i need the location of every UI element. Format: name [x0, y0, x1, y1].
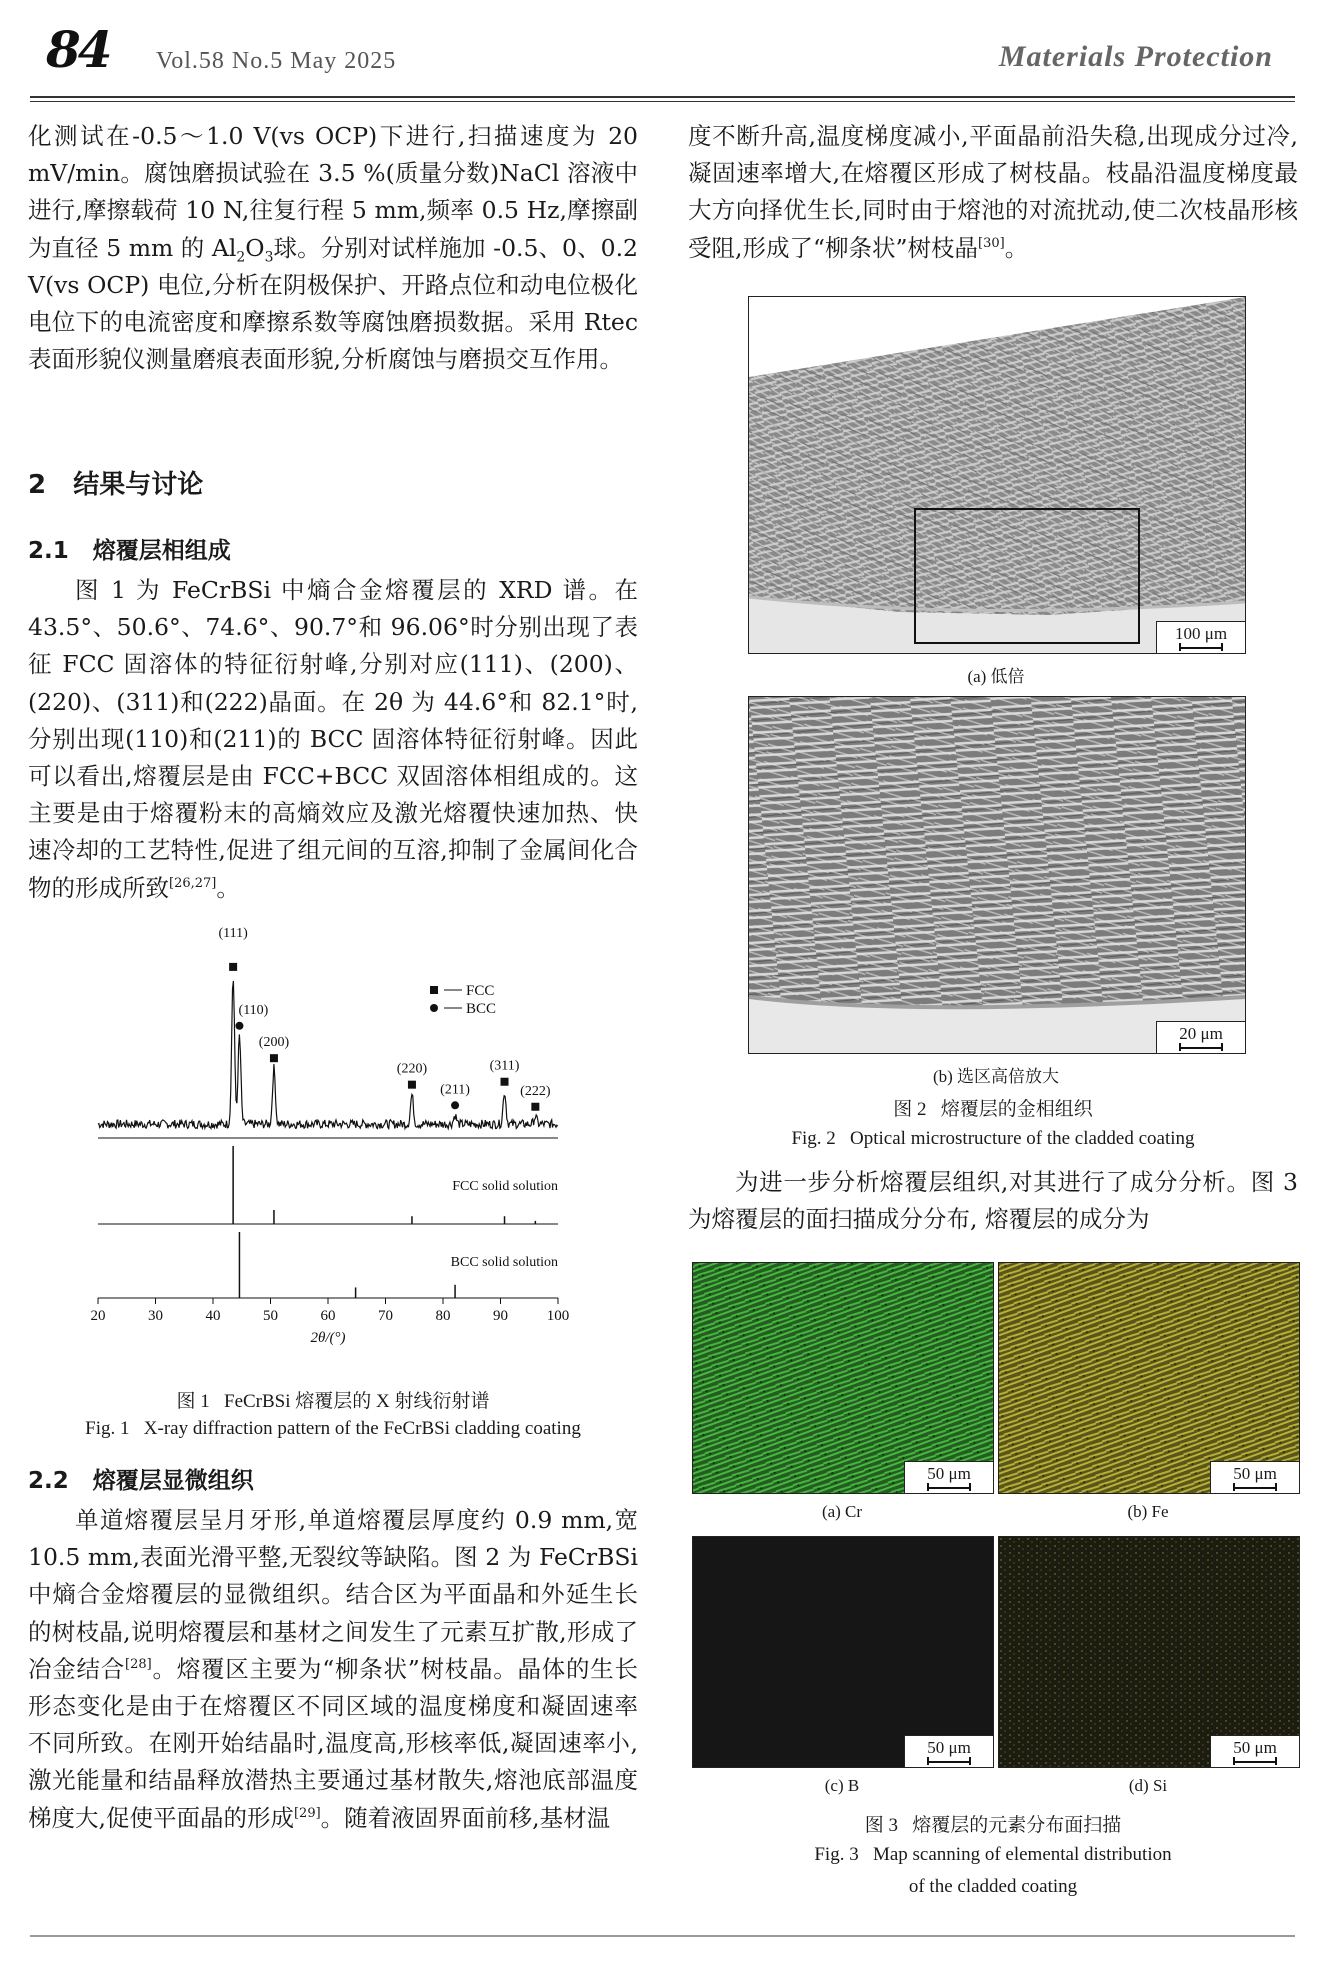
- volume-info: Vol.58 No.5 May 2025: [156, 48, 397, 74]
- section-heading-2-1: 2.1 熔覆层相组成: [28, 538, 231, 564]
- fig3c-caption: (c) B: [824, 1776, 860, 1795]
- peak-label: (311): [489, 1058, 520, 1074]
- fcc-marker: [501, 1078, 509, 1086]
- scale-label: 50 μm: [1233, 1464, 1277, 1483]
- scale-label: 50 μm: [927, 1464, 971, 1483]
- right-column-mid: [688, 1164, 1298, 1238]
- fig3a-caption: (a) Cr: [821, 1502, 863, 1521]
- x-tick-label: 30: [148, 1308, 163, 1324]
- x-axis-label: 2θ/(°): [310, 1330, 346, 1346]
- reference-label: FCC solid solution: [452, 1179, 558, 1194]
- fig2-caption-en: Fig. 2 Optical microstructure of the cladded coating: [791, 1128, 1195, 1149]
- paragraph-methods: 化测试在-0.5～1.0 V(vs OCP)下进行,扫描速度为 20 mV/min。腐蚀磨损试验在 3.5 %(质量分数)NaCl 溶液中进行,摩擦载荷 10 N,往复行程 5 mm,频率 0.5 Hz,摩擦副为直径 5 mm 的 $Al_2O_3$球。分别对试样施加 -0.5、0、0.2 V(vs OCP) 电位,分析在阴极保护、开路点位和动电位极化电位下的电流密度和摩擦系数等腐蚀磨损数据。采用 Rtec 表面形貌仪测量磨痕表面形貌,分析腐蚀与磨损交互作用。: [28, 122, 639, 374]
- bcc-marker: [235, 1022, 243, 1030]
- paragraph-microstructure: 单道熔覆层呈月牙形,单道熔覆层厚度约 0.9 mm,宽 10.5 mm,表面光滑平整,无裂纹等缺陷。图 2 为 FeCrBSi 中熵合金熔覆层的显微组织。结合区为平面晶和外延生长的树枝晶,说明熔覆层和基材之间发生了元素互扩散,形成了冶金结合[28]。熔覆区主要为“柳条状”树枝晶。晶体的生长形态变化是由于在熔覆区不同区域的温度梯度和凝固速率不同所致。在刚开始结晶时,温度高,形核率低,凝固速率小,激光能量和结晶释放潜热主要通过基材散失,熔池底部温度梯度大,促使平面晶的形成[29]。随着液固界面前移,基材温: [28, 1506, 639, 1832]
- scale-bar-50um: [904, 1735, 993, 1767]
- peak-label: (111): [218, 925, 248, 941]
- micrograph-low-mag: [748, 296, 1246, 654]
- header-rule: [30, 96, 1295, 98]
- bcc-marker: [451, 1101, 459, 1109]
- scale-label: 20 μm: [1179, 1024, 1223, 1043]
- scale-label: 50 μm: [1233, 1738, 1277, 1757]
- section-heading-2-2: 2.2 熔覆层显微组织: [28, 1468, 254, 1494]
- x-tick-label: 60: [320, 1308, 336, 1324]
- header-rule-thin: [30, 101, 1295, 102]
- peak-label: (211): [440, 1082, 470, 1098]
- scale-bar-50um: [1210, 1461, 1299, 1493]
- x-tick-label: 50: [263, 1308, 278, 1324]
- fig2a-caption: (a) 低倍: [967, 667, 1025, 686]
- paragraph-composition: 为进一步分析熔覆层组织,对其进行了成分分析。图 3 为熔覆层的面扫描成分分布, 熔覆层的成分为: [688, 1168, 1298, 1234]
- eds-map-b: [692, 1536, 994, 1768]
- legend-label: BCC: [466, 1001, 497, 1017]
- peak-label: (220): [396, 1061, 428, 1077]
- left-column-xrd-text: [28, 572, 638, 907]
- footer-rule: [30, 1935, 1295, 1937]
- peak-label: (110): [238, 1002, 269, 1018]
- fcc-marker: [270, 1054, 278, 1062]
- fig3-caption-en-2: of the cladded coating: [908, 1876, 1078, 1897]
- right-column-top: [688, 118, 1298, 267]
- x-tick-label: 70: [378, 1308, 393, 1324]
- fig1-caption-cn: 图 1 FeCrBSi 熔覆层的 X 射线衍射谱: [176, 1391, 490, 1412]
- legend-bcc-marker: [430, 1004, 438, 1012]
- scale-bar-100um: [1156, 621, 1245, 653]
- page-number: 84: [46, 20, 110, 79]
- fig3d-caption: (d) Si: [1128, 1776, 1168, 1795]
- x-tick-label: 20: [90, 1308, 106, 1324]
- scale-label: 50 μm: [927, 1738, 971, 1757]
- scale-bar-50um: [904, 1461, 993, 1493]
- fig3-caption-cn: 图 3 熔覆层的元素分布面扫描: [864, 1815, 1122, 1836]
- x-tick-label: 100: [546, 1308, 570, 1324]
- eds-map-fe: [998, 1262, 1300, 1494]
- journal-title: Materials Protection: [998, 40, 1273, 73]
- left-column-top: [28, 118, 638, 378]
- xrd-chart: [60, 925, 580, 1350]
- fcc-marker: [531, 1103, 539, 1111]
- left-column-micro-text: [28, 1502, 638, 1837]
- legend-label: FCC: [466, 983, 495, 999]
- fig1-caption-en: Fig. 1 X-ray diffraction pattern of the FeCrBSi cladding coating: [85, 1418, 581, 1439]
- scale-bar-50um: [1210, 1735, 1299, 1767]
- fcc-marker: [229, 963, 237, 971]
- reference-label: BCC solid solution: [450, 1255, 558, 1270]
- micrograph-high-mag: [748, 696, 1246, 1054]
- fig2-caption-cn: 图 2 熔覆层的金相组织: [893, 1099, 1093, 1120]
- paragraph-dendrite: 度不断升高,温度梯度减小,平面晶前沿失稳,出现成分过冷,凝固速率增大,在熔覆区形成了树枝晶。枝晶沿温度梯度最大方向择优生长,同时由于熔池的对流扰动,使二次枝晶形核受阻,形成了“柳条状”树枝晶[30]。: [688, 122, 1298, 262]
- fcc-marker: [408, 1081, 416, 1089]
- paragraph-xrd: 图 1 为 FeCrBSi 中熵合金熔覆层的 XRD 谱。在 43.5°、50.6°、74.6°、90.7°和 96.06°时分别出现了表征 FCC 固溶体的特征衍射峰,分别对应(111)、(200)、(220)、(311)和(222)晶面。在 2θ 为 44.6°和 82.1°时,分别出现(110)和(211)的 BCC 固溶体特征衍射峰。因此可以看出,熔覆层是由 FCC+BCC 双固溶体相组成的。这主要是由于熔覆粉末的高熵效应及激光熔覆快速加热、快速冷却的工艺特性,促进了组元间的互溶,抑制了金属间化合物的形成所致[26,27]。: [28, 576, 638, 902]
- eds-map-cr: [692, 1262, 994, 1494]
- eds-map-si: [998, 1536, 1300, 1768]
- peak-label: (200): [258, 1035, 290, 1051]
- section-heading-2: 2 结果与讨论: [28, 470, 204, 500]
- x-tick-label: 40: [205, 1308, 221, 1324]
- fig2b-caption: (b) 选区高倍放大: [932, 1067, 1060, 1086]
- scale-label: 100 μm: [1174, 624, 1228, 643]
- peak-label: (222): [520, 1083, 551, 1099]
- fig3b-caption: (b) Fe: [1127, 1502, 1169, 1521]
- x-tick-label: 90: [493, 1308, 508, 1324]
- legend-fcc-marker: [430, 986, 438, 994]
- x-tick-label: 80: [435, 1308, 451, 1324]
- fig3-caption-en-1: Fig. 3 Map scanning of elemental distribution: [814, 1844, 1172, 1865]
- scale-bar-20um: [1156, 1021, 1245, 1053]
